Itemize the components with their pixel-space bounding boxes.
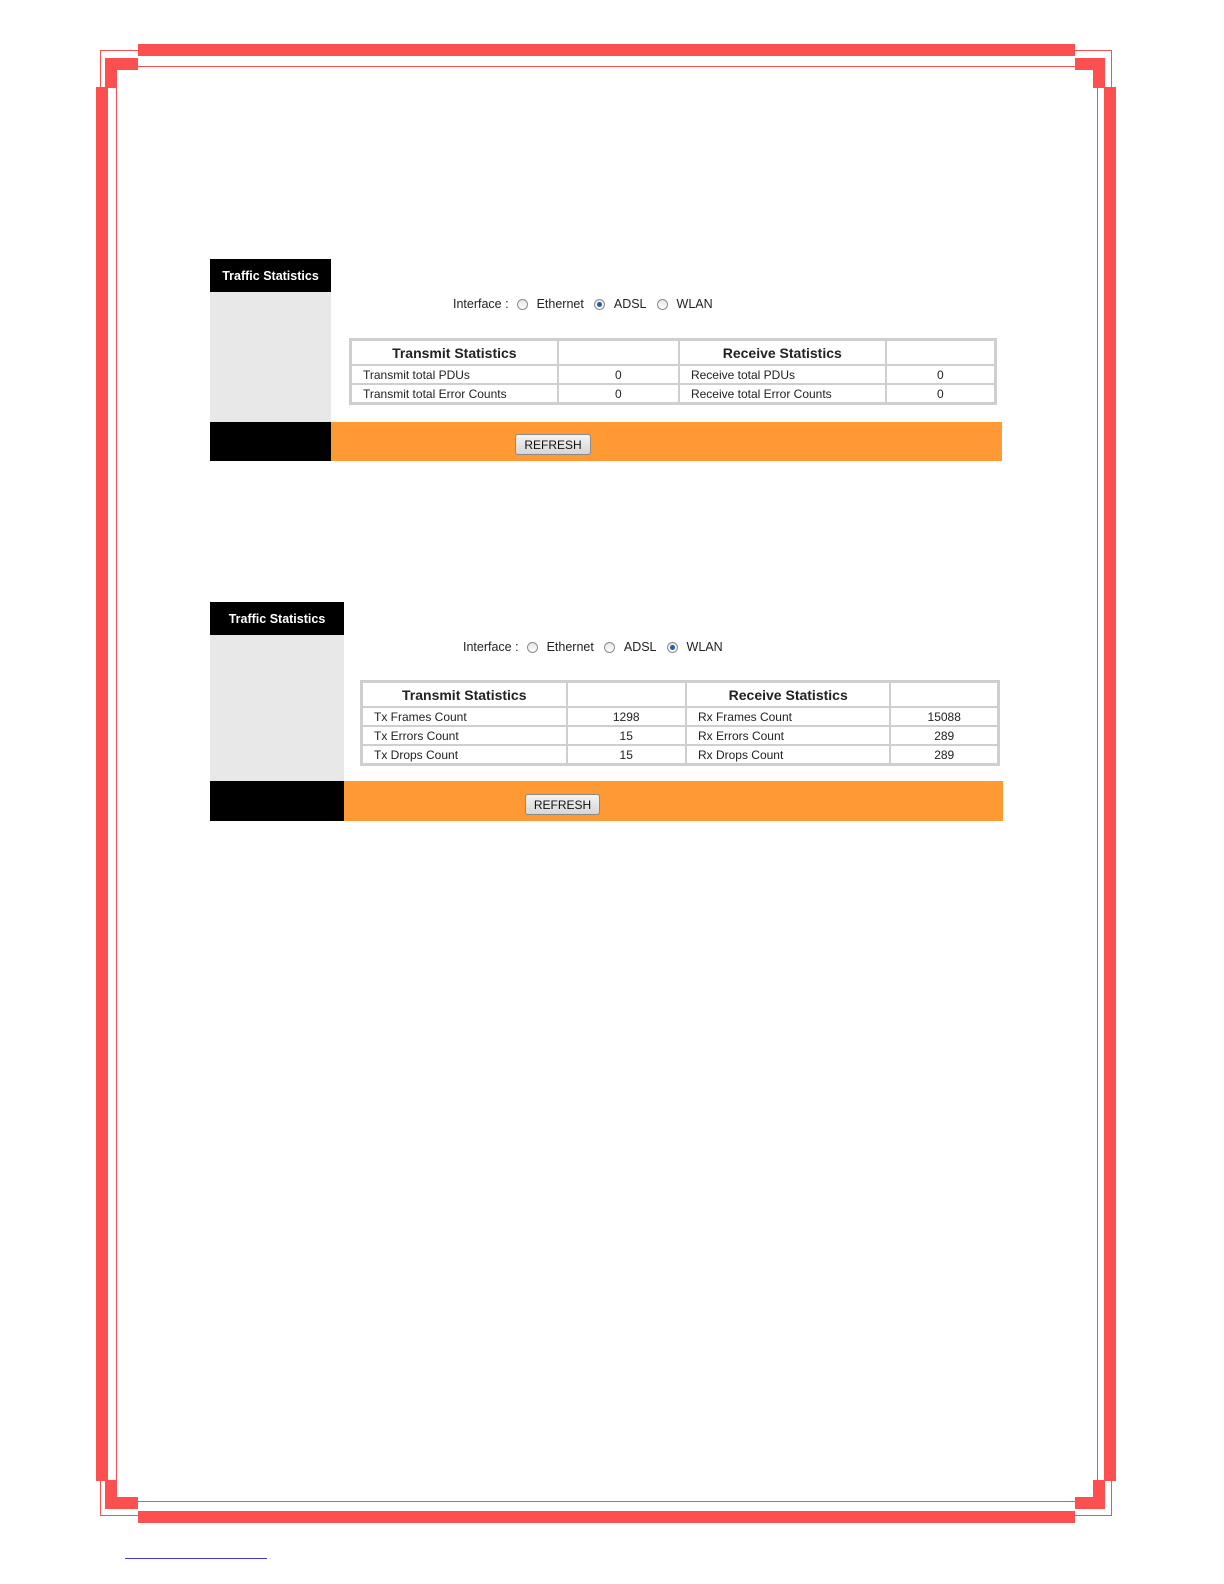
radio-wlan-label: WLAN (686, 640, 723, 654)
traffic-statistics-panel-adsl (210, 259, 1002, 461)
tx-label: Tx Drops Count (362, 745, 567, 764)
transmit-value-header (567, 682, 686, 707)
table-row (351, 365, 995, 384)
radio-adsl[interactable] (594, 299, 605, 310)
radio-adsl[interactable] (604, 642, 615, 653)
transmit-value-header (558, 340, 679, 365)
radio-ethernet[interactable] (527, 642, 538, 653)
interface-selector (453, 297, 723, 311)
radio-ethernet-label: Ethernet (536, 297, 584, 311)
rx-label: Rx Drops Count (686, 745, 890, 764)
radio-adsl-label: ADSL (613, 297, 647, 311)
rx-value: 289 (890, 745, 998, 764)
radio-ethernet[interactable] (517, 299, 528, 310)
statistics-table (360, 680, 1000, 766)
radio-wlan[interactable] (657, 299, 668, 310)
transmit-header: Transmit Statistics (362, 682, 567, 707)
receive-value-header (886, 340, 995, 365)
tx-label: Transmit total PDUs (351, 365, 558, 384)
tx-label: Tx Frames Count (362, 707, 567, 726)
radio-ethernet-label: Ethernet (546, 640, 594, 654)
table-row (362, 745, 998, 764)
interface-label: Interface : (453, 297, 509, 311)
panel-title: Traffic Statistics (210, 259, 331, 292)
tx-value: 0 (558, 365, 679, 384)
table-row (362, 726, 998, 745)
statistics-table (349, 338, 997, 405)
action-bar (331, 422, 1002, 461)
table-row (362, 707, 998, 726)
sidebar-footer (210, 422, 331, 461)
radio-wlan-label: WLAN (676, 297, 713, 311)
rx-value: 289 (890, 726, 998, 745)
sidebar-gray (210, 635, 344, 781)
rx-value: 15088 (890, 707, 998, 726)
rx-label: Receive total PDUs (679, 365, 886, 384)
receive-value-header (890, 682, 998, 707)
tx-value: 15 (567, 745, 686, 764)
tx-value: 15 (567, 726, 686, 745)
tx-value: 0 (558, 384, 679, 403)
rx-label: Receive total Error Counts (679, 384, 886, 403)
interface-label: Interface : (463, 640, 519, 654)
footer-link-underline (125, 1558, 267, 1559)
action-bar (344, 781, 1003, 821)
panel-title: Traffic Statistics (210, 602, 344, 635)
interface-selector (463, 640, 733, 654)
tx-value: 1298 (567, 707, 686, 726)
sidebar-footer (210, 781, 344, 821)
rx-value: 0 (886, 384, 995, 403)
refresh-button[interactable]: REFRESH (525, 794, 600, 815)
radio-adsl-label: ADSL (623, 640, 657, 654)
sidebar-gray (210, 292, 331, 422)
table-row (351, 384, 995, 403)
rx-label: Rx Errors Count (686, 726, 890, 745)
table-header-row (362, 682, 998, 707)
transmit-header: Transmit Statistics (351, 340, 558, 365)
rx-label: Rx Frames Count (686, 707, 890, 726)
receive-header: Receive Statistics (686, 682, 890, 707)
refresh-button[interactable]: REFRESH (515, 434, 591, 455)
radio-wlan[interactable] (667, 642, 678, 653)
traffic-statistics-panel-wlan (210, 602, 1003, 821)
table-header-row (351, 340, 995, 365)
rx-value: 0 (886, 365, 995, 384)
tx-label: Transmit total Error Counts (351, 384, 558, 403)
tx-label: Tx Errors Count (362, 726, 567, 745)
receive-header: Receive Statistics (679, 340, 886, 365)
